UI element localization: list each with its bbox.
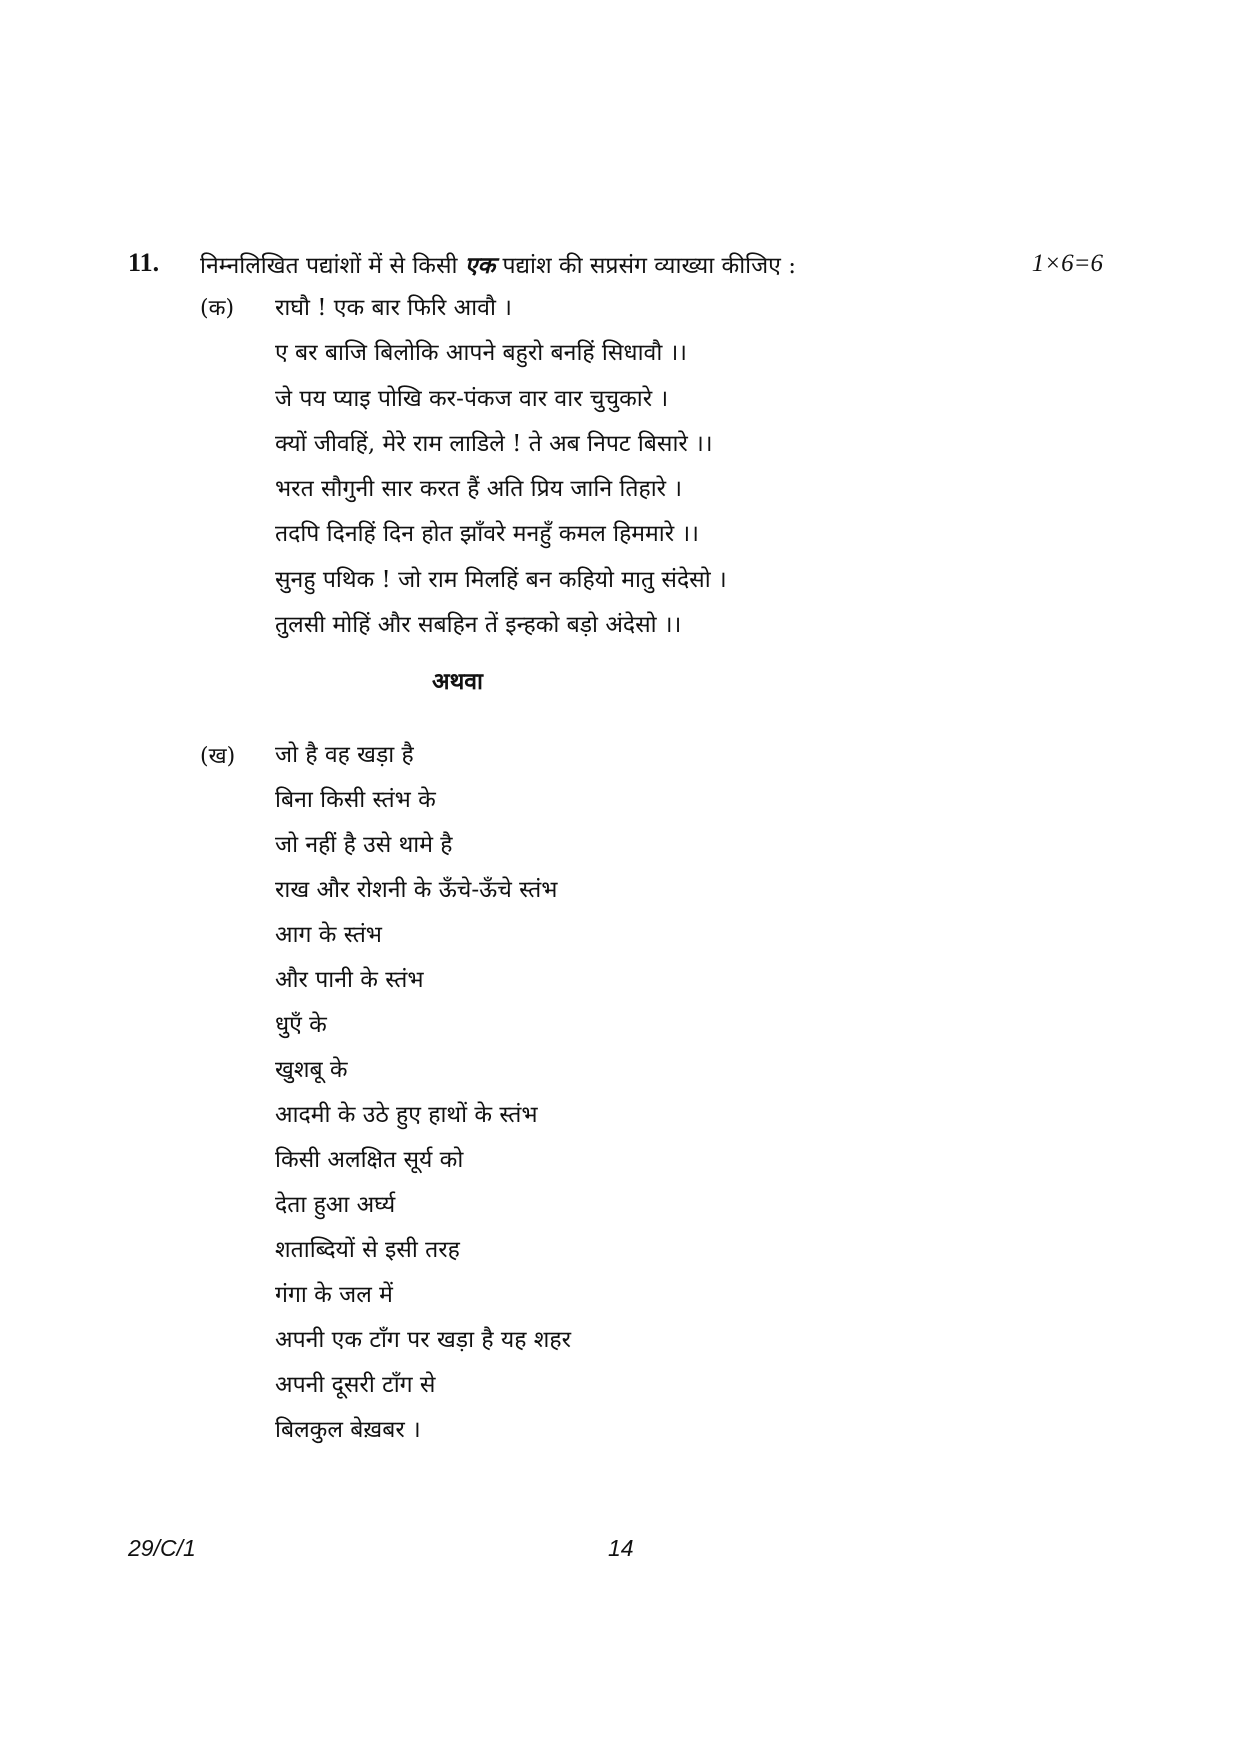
poem-line: तुलसी मोहिं और सबहिन तें इन्हको बड़ो अंदेसो ।। [275, 612, 682, 639]
poem-line: जे पय प्याइ पोखि कर-पंकज वार वार चुचुकारे । [275, 385, 669, 412]
poem-line: सुनहु पथिक ! जो राम मिलहिं बन कहियो मातु संदेसो । [275, 566, 727, 593]
poem-line: बिना किसी स्तंभ के [275, 787, 436, 813]
instruction-text-start: निम्नलिखित पद्यांशों में से किसी [200, 253, 465, 279]
question-number: 11. [128, 248, 160, 277]
poem-line: अपनी एक टाँग पर खड़ा है यह शहर [275, 1327, 571, 1353]
poem-line: और पानी के स्तंभ [275, 967, 424, 993]
poem-line: खुशबू के [275, 1057, 348, 1083]
page-number: 14 [608, 1535, 634, 1561]
poem-line: आग के स्तंभ [275, 922, 382, 948]
part-kha-poem [275, 733, 571, 1453]
poem-line: जो है वह खड़ा है [275, 742, 414, 768]
question-marks: 1×6=6 [1031, 250, 1103, 277]
poem-line: किसी अलक्षित सूर्य को [275, 1147, 464, 1173]
poem-line: ए बर बाजि बिलोकि आपने बहुरो बनहिं सिधावौ ।। [275, 340, 688, 367]
part-kha-label: (ख) [200, 744, 236, 769]
part-ka-poem [275, 286, 727, 648]
paper-code: 29/C/1 [128, 1535, 196, 1561]
poem-line: जो नहीं है उसे थामे है [275, 832, 453, 858]
poem-line: गंगा के जल में [275, 1282, 393, 1308]
poem-line: राघौ ! एक बार फिरि आवौ । [275, 295, 512, 321]
instruction-text-end: पद्यांश की सप्रसंग व्याख्या कीजिए : [495, 253, 796, 279]
poem-line: भरत सौगुनी सार करत हैं अति प्रिय जानि तिहारे । [275, 476, 683, 503]
part-ka-label: (क) [200, 296, 235, 321]
poem-line: राख और रोशनी के ऊँचे-ऊँचे स्तंभ [275, 877, 558, 903]
poem-line: शताब्दियों से इसी तरह [275, 1237, 460, 1263]
poem-line: अपनी दूसरी टाँग से [275, 1372, 436, 1398]
instruction-emphasis: एक [464, 252, 496, 279]
question-instruction [200, 248, 796, 280]
poem-line: बिलकुल बेख़बर । [275, 1417, 421, 1443]
poem-line: आदमी के उठे हुए हाथों के स्तंभ [275, 1102, 538, 1128]
poem-line: तदपि दिनहिं दिन होत झाँवरे मनहुँ कमल हिममारे ।। [275, 521, 699, 548]
poem-line: देता हुआ अर्घ्य [275, 1192, 396, 1218]
poem-line: धुएँ के [275, 1012, 327, 1038]
separator-athva: अथवा [432, 668, 484, 695]
poem-line: क्यों जीवहिं, मेरे राम लाडिले ! ते अब निपट बिसारे ।। [275, 430, 713, 457]
